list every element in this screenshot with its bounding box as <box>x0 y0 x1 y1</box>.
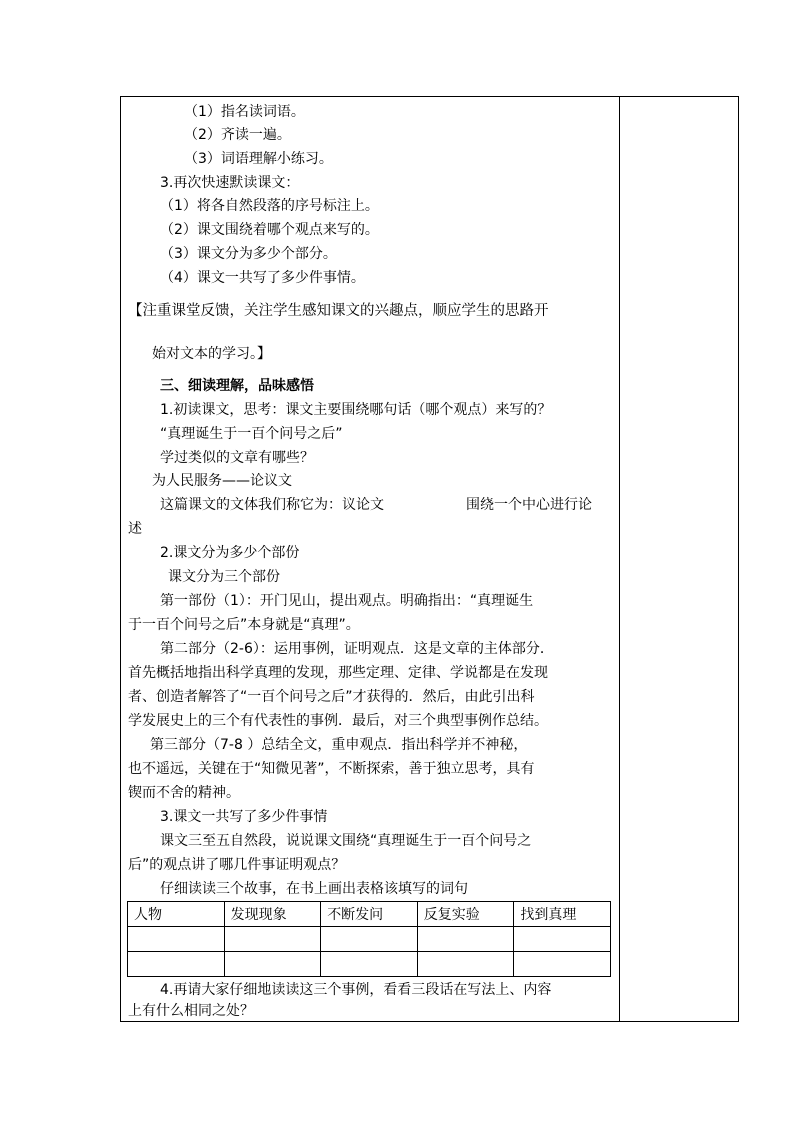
teaching-note: 【注重课堂反馈，关注学生感知课文的兴趣点，顺应学生的思路开 <box>128 303 549 319</box>
text-line: （4）课文一共写了多少件事情。 <box>160 270 365 286</box>
text-line: 3.课文一共写了多少件事情 <box>160 809 328 825</box>
table-header-cell: 人物 <box>128 902 225 927</box>
table-cell <box>128 952 225 977</box>
text-line: 这篇课文的文体我们称它为：议论文 <box>160 497 384 513</box>
text-line: 也不遥远，关键在于“知微见著”，不断探索，善于独立思考，具有 <box>128 761 535 777</box>
text-line: （1）将各自然段落的序号标注上。 <box>160 198 379 214</box>
table-header-cell: 反复实验 <box>417 902 514 927</box>
text-line: 第一部份（1）：开门见山，提出观点。明确指出：“真理诞生 <box>160 593 534 609</box>
table-cell <box>514 952 611 977</box>
text-line: 课文三至五自然段，说说课文围绕“真理诞生于一百个问号之 <box>160 833 532 849</box>
table-cell <box>224 952 321 977</box>
text-line: 于一百个问号之后”本身就是“真理”。 <box>128 617 360 633</box>
text-line: 1.初读课文，思考：课文主要围绕哪句话（哪个观点）来写的？ <box>160 402 552 418</box>
text-line: 者、创造者解答了“一百个问号之后”才获得的．然后，由此引出科 <box>128 689 535 705</box>
column-divider <box>619 96 620 1022</box>
table-row <box>128 927 611 952</box>
text-line: （1）指名读词语。 <box>184 104 305 120</box>
story-table <box>127 901 611 977</box>
text-line: （3）词语理解小练习。 <box>184 151 333 167</box>
text-line: 学过类似的文章有哪些？ <box>160 450 314 466</box>
text-line: 3.再次快速默读课文： <box>160 175 300 191</box>
text-line: 课文分为三个部份 <box>168 569 280 585</box>
text-line: 锲而不舍的精神。 <box>128 785 240 801</box>
table-cell <box>224 927 321 952</box>
table-cell <box>417 952 514 977</box>
table-cell <box>128 927 225 952</box>
text-line: 述 <box>128 521 142 537</box>
table-cell <box>321 952 418 977</box>
text-line: 首先概括地指出科学真理的发现，那些定理、定律、学说都是在发现 <box>128 665 548 681</box>
table-cell <box>514 927 611 952</box>
table-header-cell: 找到真理 <box>514 902 611 927</box>
text-line: 学发展史上的三个有代表性的事例．最后，对三个典型事例作总结。 <box>128 713 548 729</box>
teaching-note-cont: 始对文本的学习。】 <box>152 346 271 362</box>
text-line: 2.课文分为多少个部份 <box>160 545 300 561</box>
section-heading: 三、细读理解，品味感悟 <box>160 378 314 394</box>
text-line: 为人民服务——论议文 <box>152 473 292 489</box>
table-header-cell: 发现现象 <box>224 902 321 927</box>
text-line: 第三部分（7-8 ）总结全文，重申观点．指出科学并不神秘， <box>150 737 528 753</box>
text-line: （2）齐读一遍。 <box>184 127 291 143</box>
table-row <box>128 952 611 977</box>
text-line: 4.再请大家仔细地读读这三个事例，看看三段话在写法上、内容 <box>160 982 552 998</box>
table-header-cell: 不断发问 <box>321 902 418 927</box>
text-line: 围绕一个中心进行论 <box>466 497 592 513</box>
text-line: “真理诞生于一百个问号之后” <box>160 426 343 442</box>
text-line: （3）课文分为多少个部分。 <box>160 246 337 262</box>
table-cell <box>321 927 418 952</box>
text-line: 仔细读读三个故事，在书上画出表格该填写的词句 <box>160 881 468 897</box>
table-cell <box>417 927 514 952</box>
text-line: 第二部分（2-6）：运用事例，证明观点．这是文章的主体部分． <box>160 641 554 657</box>
text-line: 上有什么相同之处？ <box>128 1003 254 1019</box>
table-header-row <box>128 902 611 927</box>
text-line: 后”的观点讲了哪几件事证明观点？ <box>128 857 346 873</box>
text-line: （2）课文围绕着哪个观点来写的。 <box>160 222 379 238</box>
